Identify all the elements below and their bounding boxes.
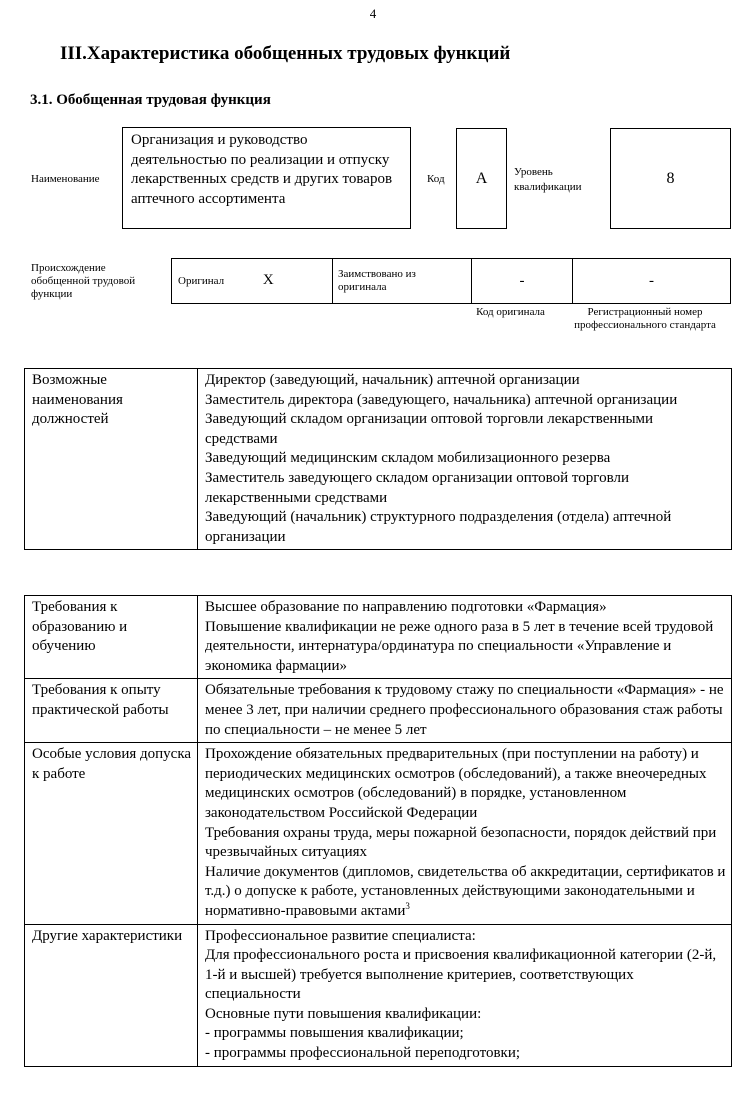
level-value: 8 xyxy=(666,169,675,187)
code-original-value: - xyxy=(472,259,573,304)
education-item: Высшее образование по направлению подготовки «Фармация» xyxy=(205,599,607,615)
other-item: - программы повышения квалификации; xyxy=(205,1025,464,1042)
admission-item: Прохождение обязательных предварительных (при поступлении на работу) и периодических медицинских осмотров (обследований), а также внеочередных медицинских осмотров (обследований) в порядке, установленном законодательством Российской Федерации xyxy=(205,746,707,821)
page-number: 4 xyxy=(369,6,377,21)
original-label: Оригинал xyxy=(178,275,225,287)
original-mark: X xyxy=(262,272,274,288)
position-item: Заведующий складом организации оптовой торговли лекарственными средствами xyxy=(205,411,654,447)
education-row xyxy=(25,596,732,679)
level-label xyxy=(514,165,581,195)
other-item: Основные пути повышения квалификации: xyxy=(205,1005,482,1022)
experience-label: Требования к опыту практической работы xyxy=(25,679,198,743)
education-item: Повышение квалификации не реже одного раза в 5 лет в течение всей трудовой деятельности, интернатура/ординатура по специальности «Управление и экономика фармации» xyxy=(205,618,714,674)
experience-row xyxy=(25,679,732,743)
code-label: Код xyxy=(427,173,445,185)
code-box xyxy=(456,128,507,229)
positions-list xyxy=(198,369,732,550)
other-label: Другие характеристики xyxy=(25,924,198,1066)
position-item: Заведующий медицинским складом мобилизационного резерва xyxy=(205,450,611,467)
requirements-table xyxy=(24,595,732,1067)
other-row xyxy=(25,924,732,1066)
position-item: Заместитель директора (заведующего, начальника) аптечной организации xyxy=(205,391,678,408)
admission-item xyxy=(205,863,727,922)
name-label: Наименование xyxy=(31,173,100,185)
position-item: Директор (заведующий, начальник) аптечной организации xyxy=(205,372,580,388)
code-value: А xyxy=(475,169,488,187)
position-item: Заведующий (начальник) структурного подразделения (отдела) аптечной организации xyxy=(205,509,672,545)
original-cell xyxy=(172,259,333,304)
admission-row xyxy=(25,743,732,924)
other-content xyxy=(198,924,732,1066)
admission-item-text: Наличие документов (дипломов, свидетельства об аккредитации, сертификатов и т.д.) о допуске к работе, установленных действующими законодательными и нормативно-правовыми актами xyxy=(205,863,726,919)
borrowed-label: Заимствовано из оригинала xyxy=(333,259,472,304)
level-label-line2: квалификации xyxy=(514,181,582,193)
reg-number-caption: Регистрационный номер профессионального стандарта xyxy=(574,306,716,331)
code-original-caption: Код оригинала xyxy=(476,306,545,318)
footnote-marker: 3 xyxy=(405,900,410,911)
positions-row xyxy=(25,369,732,550)
experience-content xyxy=(198,679,732,743)
origin-table xyxy=(25,258,731,304)
education-content xyxy=(198,596,732,679)
other-item: Профессиональное развитие специалиста: xyxy=(205,927,476,944)
subsection-title: 3.1. Обобщенная трудовая функция xyxy=(30,92,271,108)
positions-label: Возможные наименования должностей xyxy=(25,369,198,550)
admission-label: Особые условия допуска к работе xyxy=(25,743,198,924)
admission-item: Требования охраны труда, меры пожарной безопасности, порядок действий при чрезвычайных ситуациях xyxy=(205,824,717,861)
positions-table xyxy=(24,368,732,550)
admission-content xyxy=(198,743,732,924)
section-title: III.Характеристика обобщенных трудовых функций xyxy=(60,43,511,64)
other-item: Для профессионального роста и присвоения квалификационной категории (2-й, 1-й и высшей) требуется выполнение критериев, соответствующих специальности xyxy=(205,947,717,1003)
level-label-line1: Уровень xyxy=(514,166,553,178)
function-name-value: Организация и руководство деятельностью по реализации и отпуску лекарственных средств и других товаров аптечного ассортимента xyxy=(131,132,393,207)
other-item: - программы профессиональной переподготовки; xyxy=(205,1045,521,1062)
function-name-box xyxy=(122,127,411,229)
education-label: Требования к образованию и обучению xyxy=(25,596,198,679)
level-box xyxy=(610,128,731,229)
experience-item: Обязательные требования к трудовому стажу по специальности «Фармация» - не менее 3 лет, при наличии среднего профессионального образования стаж работы по специальности – не менее 5 лет xyxy=(205,682,724,738)
position-item: Заместитель заведующего складом организации оптовой торговли лекарственными средствами xyxy=(205,469,629,506)
origin-label: Происхождение обобщенной трудовой функции xyxy=(31,261,136,300)
reg-number-value: - xyxy=(573,259,731,304)
